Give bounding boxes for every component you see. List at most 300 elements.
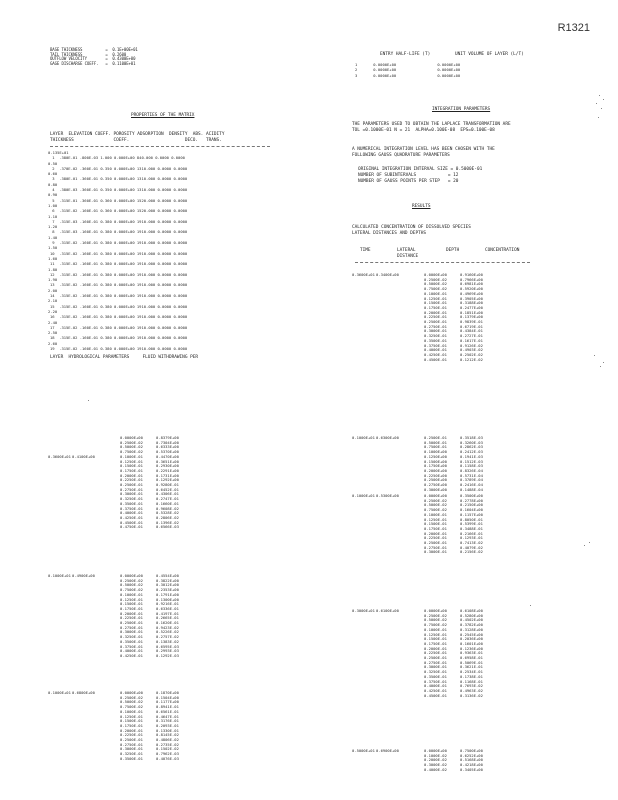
matrix-cell-porosity: 0.380	[100, 346, 115, 351]
result-depth: 0.5000E-02	[120, 582, 143, 588]
result-depth: 0.2000E+00	[424, 467, 447, 473]
matrix-cell-coeff: .160E-01	[79, 240, 101, 245]
result-concentration: 0.2862E-03	[460, 444, 483, 450]
matrix-row	[50, 208, 187, 213]
result-depth: 0.7500E-02	[120, 449, 143, 455]
matrix-cell-decay: 0.0000	[155, 155, 172, 161]
matrix-row	[50, 304, 187, 309]
matrix-cell-trans: 0.0000	[173, 282, 188, 288]
result-concentration: 0.2806E-02	[156, 514, 179, 520]
matrix-cell-thickness: .315E-02	[59, 293, 80, 298]
matrix-cell-decay: 0.0000	[157, 271, 174, 277]
matrix-cell-thickness: .380E-01	[59, 176, 80, 182]
results-col-depth: DEPTH	[446, 248, 460, 253]
result-depth: 0.4000E-01	[120, 510, 143, 516]
result-depth: 0.2500E-01	[120, 482, 143, 487]
matrix-cell-decay: 0.0000	[157, 229, 174, 235]
result-concentration: 0.3822E+00	[156, 577, 179, 583]
result-depth: 0.5000E-01	[424, 439, 447, 445]
matrix-row	[50, 176, 187, 181]
aquifer-param-line	[50, 62, 138, 67]
matrix-row	[50, 166, 187, 171]
result-concentration: 0.2291E+00	[156, 467, 179, 473]
result-depth: 0.7500E-02	[120, 587, 143, 593]
result-concentration: 0.5168E+00	[460, 757, 483, 763]
matrix-cell-trans: 0.0000	[173, 293, 188, 298]
result-concentration: 0.6452E-01	[156, 486, 179, 492]
matrix-cell-coeff: .160E-01	[79, 303, 101, 309]
result-depth: 0.3000E-01	[424, 328, 447, 334]
matrix-cell-adsorption: 0.000E+00	[114, 240, 137, 245]
result-concentration: 0.9160E+00	[460, 272, 483, 277]
result-depth: 0.2500E-02	[424, 276, 447, 282]
result-concentration: 0.4969E+00	[460, 290, 483, 296]
result-concentration: 0.5920E+00	[460, 286, 483, 292]
matrix-cell-density: 1910.000	[136, 250, 158, 256]
matrix-cell-thickness: .315E-02	[59, 324, 80, 330]
result-depth: 0.1750E-01	[424, 304, 447, 310]
matrix-cell-adsorption: 0.000E+00	[114, 197, 137, 203]
result-depth: 0.1750E-01	[424, 525, 447, 531]
result-concentration: 0.6108E+00	[460, 608, 483, 613]
result-depth: 0.7500E-02	[424, 507, 447, 513]
result-concentration: 0.2093E-01	[156, 722, 179, 728]
matrix-cell-adsorption: 0.000E+00	[114, 187, 137, 192]
result-depth: 0.0000E+00	[120, 690, 143, 695]
matrix-cell-thickness: .315E-02	[59, 346, 80, 351]
matrix-cell-index: 1	[50, 155, 60, 161]
result-depth: 0.1250E-01	[424, 295, 447, 301]
result-concentration: 0.1504E+00	[156, 694, 179, 700]
result-depth: 0.2500E-01	[424, 540, 447, 545]
matrix-row-elevation: 2.00	[48, 287, 58, 293]
result-concentration: 0.8379E+00	[156, 435, 179, 440]
matrix-title: PROPERTIES OF THE MATRIX	[131, 113, 195, 118]
result-depth: 0.5000E-02	[424, 502, 447, 508]
result-depth: 0.2000E-01	[424, 309, 447, 315]
result-concentration: 0.9216E-01	[156, 601, 179, 607]
aquifer-parameters	[50, 48, 138, 66]
result-depth: 0.4500E-01	[120, 519, 143, 525]
result-concentration: 0.4647E-01	[156, 713, 179, 719]
matrix-cell-decay: 0.0000	[157, 165, 174, 171]
matrix-cell-adsorption: 0.000E+00	[114, 324, 137, 330]
result-depth: 0.2750E-01	[424, 544, 447, 550]
result-depth: 0.2500E-01	[120, 620, 143, 625]
matrix-row	[50, 335, 187, 340]
matrix-cell-index: 8	[50, 229, 60, 235]
layer-index: 1	[355, 62, 374, 67]
integration-title: INTEGRATION PARAMETERS	[432, 107, 491, 112]
result-concentration: 0.3136E-02	[460, 692, 483, 698]
result-concentration: 0.4903E-02	[460, 347, 483, 353]
matrix-header: LAYER ELEVATION COEFF. POROSITY ADSORPTION DENSITY ABS. ACIDITY	[50, 132, 225, 137]
result-concentration: 0.1738E-01	[460, 673, 483, 679]
result-concentration: 0.1396E-02	[156, 519, 179, 525]
matrix-cell-decay: 0.0000	[157, 324, 174, 330]
result-concentration: 0.2665E-01	[156, 615, 179, 621]
result-concentration: 0.6981E+00	[460, 281, 483, 287]
result-concentration: 0.2930E+00	[156, 463, 179, 469]
result-distance: 0.6800E+00	[72, 690, 95, 695]
result-depth: 0.4000E-01	[424, 347, 447, 353]
matrix-header-2: THICKNESS COEFF. DECO. TRANS.	[50, 138, 222, 143]
result-time: 0.1000E+01	[48, 690, 71, 695]
matrix-cell-coeff: .800E-03	[79, 155, 101, 161]
aquifer-param-eq: =	[105, 60, 113, 66]
matrix-cell-porosity: 0.380	[100, 240, 115, 245]
matrix-row	[50, 187, 187, 192]
matrix-cell-adsorption: 0.000E+00	[114, 293, 137, 298]
matrix-cell-index: 6	[50, 208, 60, 214]
matrix-cell-porosity: 0.350	[100, 176, 115, 182]
result-depth: 0.3750E-01	[120, 505, 143, 511]
matrix-cell-trans: 0.0000	[171, 155, 185, 161]
layer-half-life: 0.0000E+00	[373, 67, 438, 73]
matrix-cell-index: 10	[50, 250, 60, 256]
result-depth: 0.1500E-01	[424, 300, 447, 306]
matrix-cell-trans: 0.0000	[173, 346, 188, 351]
result-concentration: 0.6333E+00	[156, 444, 179, 450]
matrix-cell-index: 18	[50, 335, 60, 341]
result-depth: 0.3750E-01	[424, 678, 447, 684]
scan-speck	[599, 95, 600, 96]
result-concentration: 0.3260E-03	[460, 439, 483, 445]
integration-line-6: NUMBER OF SUBINTERVALS = 12	[358, 173, 459, 178]
result-concentration: 0.1941E-03	[460, 453, 483, 459]
matrix-cell-density: 1910.000	[136, 229, 158, 235]
matrix-cell-density: 1310.000	[136, 165, 158, 171]
matrix-cell-decay: 0.0000	[157, 314, 174, 320]
result-depth: 0.3000E-01	[120, 629, 143, 635]
scan-speck	[584, 545, 585, 546]
matrix-row	[50, 251, 187, 256]
result-depth: 0.3000E+00	[424, 486, 447, 492]
matrix-cell-porosity: 0.380	[100, 282, 115, 288]
result-depth: 0.4000E-01	[120, 648, 143, 654]
matrix-cell-decay: 0.0000	[157, 197, 174, 203]
result-concentration: 0.6719E-01	[460, 323, 483, 329]
result-concentration: 0.7500E+00	[460, 748, 483, 753]
matrix-cell-porosity: 0.380	[100, 261, 115, 267]
matrix-cell-index: 13	[50, 282, 60, 288]
scan-speck	[589, 542, 590, 543]
matrix-cell-decay: 0.0000	[157, 261, 174, 267]
result-concentration: 0.1292E+00	[156, 477, 179, 483]
matrix-row	[50, 325, 187, 330]
result-distance: 0.5300E+00	[376, 493, 399, 498]
result-depth: 0.2750E-01	[120, 486, 143, 492]
result-concentration: 0.6561E-01	[156, 708, 179, 714]
result-depth: 0.3750E-01	[424, 342, 447, 348]
matrix-cell-density: 1910.000	[136, 303, 158, 309]
result-depth: 0.1000E-01	[120, 453, 143, 459]
matrix-cell-trans: 0.0000	[173, 229, 188, 235]
results-title: RESULTS	[412, 204, 431, 209]
matrix-cell-adsorption: 0.000E+00	[114, 303, 137, 309]
result-depth: 0.4000E-01	[424, 683, 447, 689]
result-concentration: 0.9126E-02	[460, 342, 483, 348]
matrix-cell-index: 7	[50, 218, 60, 224]
matrix-cell-coeff: .160E-01	[79, 335, 101, 341]
matrix-cell-porosity: 0.380	[100, 250, 115, 256]
result-concentration: 0.1601E+00	[460, 640, 483, 646]
result-concentration: 0.2412E-03	[460, 449, 483, 455]
matrix-cell-thickness: .315E-03	[59, 229, 80, 235]
matrix-row-elevation: 0.50	[48, 160, 58, 166]
result-concentration: 0.3012E+00	[156, 582, 179, 588]
result-concentration: 0.2545E+00	[460, 631, 483, 637]
result-depth: 0.1750E+00	[424, 463, 447, 469]
matrix-cell-porosity: 0.380	[100, 293, 115, 298]
matrix-cell-trans: 0.0000	[173, 218, 188, 224]
result-depth: 0.1500E+00	[424, 458, 447, 464]
matrix-cell-density: 1910.000	[136, 240, 158, 245]
result-concentration: 0.1379E+00	[460, 314, 483, 320]
matrix-cell-coeff: .360E-01	[79, 197, 101, 203]
matrix-cell-thickness: .380E-01	[59, 155, 80, 161]
result-concentration: 0.7304E+00	[156, 439, 179, 445]
integration-line-3: A NUMERICAL INTEGRATION LEVEL HAS BEEN CHOSEN WITH THE	[352, 147, 495, 152]
matrix-cell-thickness: .315E-02	[59, 208, 80, 214]
result-concentration: 0.8941E-01	[156, 704, 179, 710]
result-concentration: 0.5370E+00	[156, 449, 179, 455]
result-concentration: 0.1236E+00	[460, 645, 483, 651]
layer-unit-volume: 0.0000E+00	[437, 72, 461, 78]
result-distance: 0.6300E+00	[376, 435, 399, 440]
result-concentration: 0.2534E-01	[460, 669, 483, 675]
result-time: 0.1000E+01	[352, 493, 375, 498]
matrix-row-elevation: 2.20	[48, 309, 58, 314]
matrix-cell-porosity: 1.000	[100, 155, 115, 161]
result-depth: 0.2500E-01	[424, 435, 447, 440]
result-concentration: 0.3176E-01	[156, 718, 179, 724]
result-concentration: 0.3188E+00	[460, 300, 483, 306]
result-concentration: 0.1851E+00	[460, 309, 483, 315]
result-concentration: 0.9839E-01	[460, 319, 483, 324]
result-concentration: 0.9363E-01	[460, 650, 483, 656]
result-depth: 0.1000E-01	[120, 591, 143, 597]
result-concentration: 0.7966E+00	[460, 276, 483, 282]
result-depth: 0.0000E+00	[424, 272, 447, 277]
result-concentration: 0.6336E-01	[156, 605, 179, 611]
matrix-cell-coeff: .160E-01	[79, 346, 101, 351]
result-depth: 0.2500E-02	[120, 439, 143, 445]
matrix-cell-decay: 0.0000	[157, 176, 174, 182]
result-depth: 0.4500E-01	[424, 692, 447, 698]
matrix-cell-density: 840.000	[136, 155, 156, 161]
result-depth: 0.2000E-02	[424, 757, 447, 763]
matrix-cell-porosity: 0.380	[100, 303, 115, 309]
result-concentration: 0.4197E-01	[156, 610, 179, 616]
matrix-cell-trans: 0.0000	[173, 261, 188, 267]
layer-half-life: 0.0000E+00	[373, 62, 438, 67]
matrix-cell-trans: 0.0000	[173, 197, 188, 203]
matrix-cell-density: 1910.000	[136, 346, 158, 351]
matrix-row-elevation: 1.50	[48, 245, 58, 251]
aquifer-param-eq: =	[105, 56, 113, 62]
matrix-row	[50, 219, 187, 224]
layer-table-heading-left: ENTRY HALF-LIFE (T)	[380, 52, 431, 57]
result-depth: 0.2750E-01	[120, 624, 143, 630]
result-depth: 0.3250E-01	[424, 669, 447, 675]
result-concentration: 0.2735E-02	[156, 741, 179, 747]
result-depth: 0.5000E-02	[120, 444, 143, 450]
result-depth: 0.2000E-01	[424, 645, 447, 651]
matrix-row	[50, 155, 185, 160]
matrix-row	[50, 346, 187, 351]
matrix-row-elevation: 1.40	[48, 234, 58, 240]
matrix-cell-index: 9	[50, 240, 60, 245]
matrix-cell-coeff: .160E-01	[79, 324, 101, 330]
results-col-lateral-2: DISTANCE	[397, 254, 419, 259]
matrix-cell-coeff: .360E-01	[79, 176, 101, 182]
matrix-cell-thickness: .315E-02	[59, 314, 80, 320]
result-distance: 0.6900E+00	[376, 748, 399, 753]
result-concentration: 0.3488E-01	[460, 525, 483, 531]
scan-speck	[596, 103, 597, 104]
result-concentration: 0.6252E+00	[460, 752, 483, 758]
result-depth: 0.3000E-01	[424, 664, 447, 670]
result-distance: 0.4900E+00	[72, 573, 95, 578]
matrix-row-elevation: 0.60	[48, 171, 58, 177]
scan-speck	[598, 117, 599, 118]
matrix-cell-density: 1910.000	[136, 218, 158, 224]
result-concentration: 0.2757E-02	[156, 634, 179, 640]
result-concentration: 0.1791E+00	[156, 591, 179, 597]
result-concentration: 0.4076E-03	[156, 755, 179, 761]
result-depth: 0.5000E-02	[424, 617, 447, 623]
matrix-cell-porosity: 0.360	[100, 208, 115, 214]
result-concentration: 0.3518E-03	[460, 435, 483, 440]
result-depth: 0.1500E-01	[120, 718, 143, 724]
result-depth: 0.1000E+00	[424, 449, 447, 455]
result-depth: 0.5000E-02	[424, 281, 447, 287]
result-depth: 0.2750E-01	[424, 659, 447, 665]
matrix-row-elevation: 2.10	[48, 298, 58, 304]
result-depth: 0.3500E-01	[424, 673, 447, 679]
matrix-cell-thickness: .370E-02	[59, 165, 80, 171]
layer-unit-volume: 0.0000E+00	[437, 67, 461, 73]
result-concentration: 0.2166E-01	[460, 530, 483, 536]
result-concentration: 0.2993E-03	[156, 648, 179, 654]
result-depth: 0.4250E-01	[120, 652, 143, 658]
aquifer-param-value: 0.1100E+01	[112, 60, 136, 66]
result-depth: 0.4000E-02	[424, 766, 447, 772]
result-depth: 0.2250E-01	[424, 535, 447, 541]
result-depth: 0.2500E-02	[424, 497, 447, 503]
matrix-cell-adsorption: 0.000E+00	[114, 314, 137, 320]
result-concentration: 0.4384E-01	[460, 328, 483, 334]
result-concentration: 0.3905E+00	[460, 295, 483, 301]
aquifer-param-value: 0.4300E+00	[112, 56, 136, 62]
matrix-row-elevation: 1.60	[48, 256, 58, 261]
result-concentration: 0.4218E+00	[460, 762, 483, 768]
matrix-cell-trans: 0.0000	[173, 240, 188, 245]
result-depth: 0.3250E-01	[120, 634, 143, 640]
result-time: 0.3000E+01	[352, 608, 375, 613]
matrix-cell-thickness: .315E-02	[59, 271, 80, 277]
matrix-cell-density: 1910.000	[136, 324, 158, 330]
result-depth: 0.4250E-01	[424, 351, 447, 357]
result-depth: 0.3250E-01	[424, 333, 447, 339]
matrix-row-elevation: 1.20	[48, 224, 58, 230]
matrix-row	[50, 198, 187, 203]
result-depth: 0.3500E-01	[120, 500, 143, 506]
result-concentration: 0.2747E-01	[156, 496, 179, 502]
scan-speck	[603, 362, 604, 363]
result-concentration: 0.2353E+00	[156, 587, 179, 593]
result-time: 0.1000E+01	[48, 573, 71, 578]
matrix-cell-decay: 0.0000	[157, 282, 174, 288]
matrix-cell-adsorption: 0.000E+00	[114, 335, 137, 341]
matrix-cell-decay: 0.0000	[157, 218, 174, 224]
result-concentration: 0.4554E+00	[156, 573, 179, 578]
result-concentration: 0.4306E-01	[156, 491, 179, 497]
result-depth: 0.1250E-01	[120, 713, 143, 719]
result-depth: 0.0000E+00	[424, 608, 447, 613]
result-depth: 0.1750E-01	[120, 467, 143, 473]
result-distance: 0.4100E+00	[72, 453, 95, 459]
result-depth: 0.2000E-01	[424, 530, 447, 536]
result-concentration: 0.2416E-04	[460, 482, 483, 487]
matrix-cell-index: 16	[50, 314, 60, 320]
matrix-cell-porosity: 0.360	[100, 197, 115, 203]
integration-line-5: ORIGINAL INTEGRATION INTERVAL SIZE = 0.5000E-01	[358, 167, 483, 172]
result-depth: 0.4250E-01	[424, 687, 447, 693]
matrix-cell-coeff: .360E-01	[79, 187, 101, 192]
result-depth: 0.3500E-01	[120, 755, 143, 761]
matrix-cell-index: 3	[50, 176, 60, 182]
result-concentration: 0.8050E-01	[460, 516, 483, 522]
result-concentration: 0.5069E-01	[460, 659, 483, 665]
matrix-cell-thickness: .315E-02	[59, 240, 80, 245]
layer-half-life: 0.0000E+00	[373, 72, 438, 78]
result-concentration: 0.3621E-01	[460, 664, 483, 670]
result-depth: 0.1000E-01	[424, 511, 447, 517]
matrix-cell-adsorption: 0.000E+00	[114, 346, 137, 351]
result-depth: 0.3750E-01	[120, 643, 143, 649]
result-depth: 0.4250E-01	[120, 514, 143, 520]
matrix-cell-index: 14	[50, 293, 60, 298]
document-code: R1321	[557, 22, 590, 34]
result-depth: 0.3000E-01	[120, 491, 143, 497]
matrix-cell-adsorption: 0.000E+00	[114, 282, 137, 288]
result-depth: 0.0000E+00	[120, 573, 143, 578]
result-concentration: 0.3782E+00	[460, 622, 483, 628]
matrix-cell-porosity: 0.380	[100, 229, 115, 235]
result-depth: 0.1000E-01	[424, 290, 447, 296]
result-concentration: 0.1660E-01	[156, 500, 179, 506]
matrix-cell-density: 1910.000	[136, 271, 158, 277]
result-depth: 0.2750E-01	[424, 323, 447, 329]
integration-line-4: FOLLOWING GAUSS QUADRATURE PARAMETERS	[352, 153, 450, 158]
matrix-row-elevation: 0.135E+01	[48, 150, 69, 155]
matrix-cell-density: 1520.000	[136, 197, 158, 203]
matrix-cell-trans: 0.0000	[173, 187, 188, 192]
result-concentration: 0.1731E+00	[156, 472, 179, 478]
matrix-row-elevation: 1.00	[48, 203, 58, 208]
matrix-row-elevation: 1.10	[48, 213, 58, 219]
results-line-2: LATERAL DISTANCES AND DEPTHS	[352, 231, 427, 236]
aquifer-param-value: 0.2600	[112, 51, 127, 57]
result-concentration: 0.3405E+00	[460, 766, 483, 772]
matrix-cell-decay: 0.0000	[157, 240, 174, 245]
result-depth: 0.1250E-01	[424, 516, 447, 522]
matrix-cell-density: 1910.000	[136, 335, 158, 341]
result-depth: 0.5000E-02	[120, 699, 143, 705]
result-time: 0.1000E+01	[352, 435, 375, 440]
